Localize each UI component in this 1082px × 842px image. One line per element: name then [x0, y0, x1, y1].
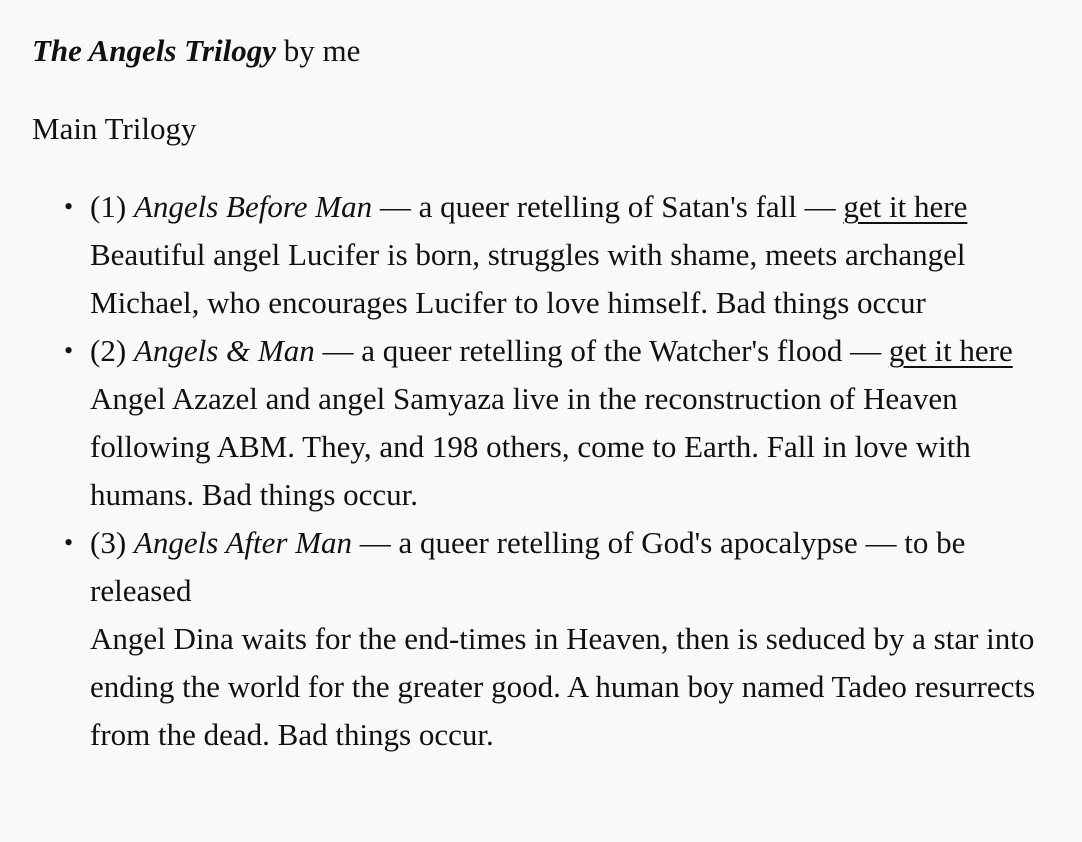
get-it-here-link[interactable]: get it here	[888, 333, 1013, 368]
book-description: Angel Azazel and angel Samyaza live in the reconstruction of Heaven following ABM. They, and 198 others, come to Earth. Fall in love with humans. Bad things occur.	[90, 381, 971, 512]
get-it-here-link[interactable]: get it here	[843, 189, 968, 224]
bullet-icon: •	[64, 528, 74, 557]
bullet-icon: •	[64, 192, 74, 221]
book-title: Angels & Man	[133, 333, 315, 368]
book-title: Angels Before Man	[133, 189, 373, 224]
trilogy-title: The Angels Trilogy	[32, 33, 276, 68]
book-tagline: — a queer retelling of Satan's fall —	[372, 189, 844, 224]
list-item	[32, 183, 1050, 327]
release-status: to be released	[90, 525, 966, 608]
book-title: Angels After Man	[133, 525, 353, 560]
bullet-icon: •	[64, 336, 74, 365]
book-description: Angel Dina waits for the end-times in Heaven, then is seduced by a star into ending the world for the greater good. A human boy named Tadeo resurrects from the dead. Bad things occur.	[90, 621, 1036, 752]
list-item	[32, 519, 1050, 759]
book-list	[32, 183, 1050, 759]
book-number: (1)	[90, 189, 127, 224]
book-number: (3)	[90, 525, 127, 560]
list-item	[32, 327, 1050, 519]
page-title	[32, 27, 1050, 75]
book-tagline: — a queer retelling of God's apocalypse —	[352, 525, 905, 560]
book-description: Beautiful angel Lucifer is born, struggles with shame, meets archangel Michael, who encourages Lucifer to love himself. Bad things occur	[90, 237, 966, 320]
byline: by me	[275, 33, 361, 68]
book-number: (2)	[90, 333, 127, 368]
book-tagline: — a queer retelling of the Watcher's flood —	[314, 333, 889, 368]
section-heading: Main Trilogy	[32, 111, 197, 146]
